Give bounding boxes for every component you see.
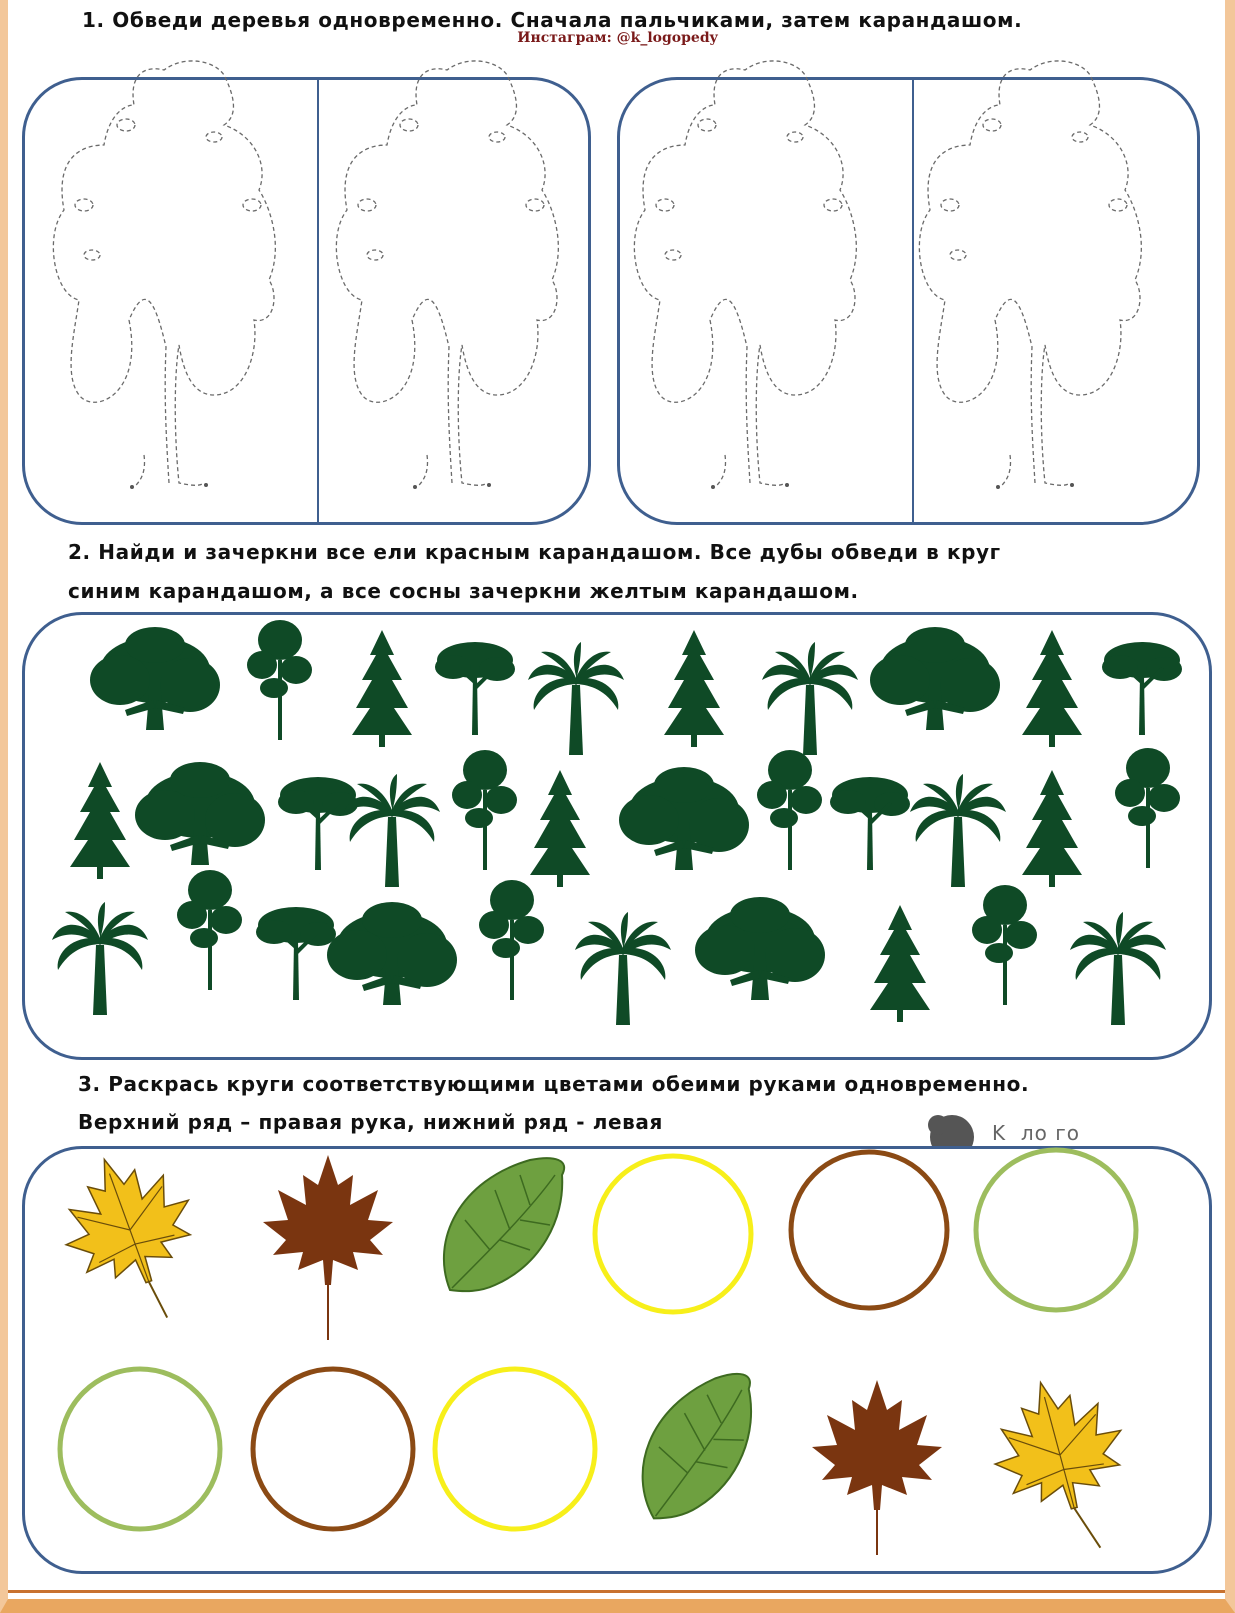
- coloring-circle-green[interactable]: [976, 1150, 1136, 1310]
- task3-instruction-line1: 3. Раскрась круги соответствующими цветами обеими руками одновременно.: [78, 1072, 1030, 1096]
- task3-instruction-line2: Верхний ряд – правая рука, нижний ряд - левая: [78, 1110, 663, 1134]
- coloring-circle-brown[interactable]: [253, 1369, 413, 1529]
- leaf-maple-brown: [263, 1155, 393, 1340]
- task2-instruction-line2: синим карандашом, а все сосны зачеркни желтым карандашом.: [68, 579, 859, 603]
- leaf-maple-brown: [812, 1380, 942, 1555]
- coloring-circle-green[interactable]: [60, 1369, 220, 1529]
- leaf-maple-yellow: [978, 1366, 1149, 1569]
- leaf-maple-yellow: [43, 1137, 223, 1341]
- leaf-linden-green: [444, 1158, 564, 1291]
- task2-instruction-line1: 2. Найди и зачеркни все ели красным карандашом. Все дубы обведи в круг: [68, 540, 1001, 564]
- coloring-circle-yellow[interactable]: [435, 1369, 595, 1529]
- coloring-circle-yellow[interactable]: [595, 1156, 751, 1312]
- leaf-linden-green: [629, 1372, 767, 1520]
- coloring-circle-brown[interactable]: [791, 1152, 947, 1308]
- instagram-handle: Инстаграм: @k_logopedy: [517, 30, 718, 46]
- top-row: [43, 1137, 1136, 1341]
- task1-instruction: 1. Обведи деревья одновременно. Сначала пальчиками, затем карандашом.: [82, 8, 1023, 32]
- bottom-row: [60, 1366, 1149, 1569]
- brand-label: K ло го: [992, 1121, 1080, 1145]
